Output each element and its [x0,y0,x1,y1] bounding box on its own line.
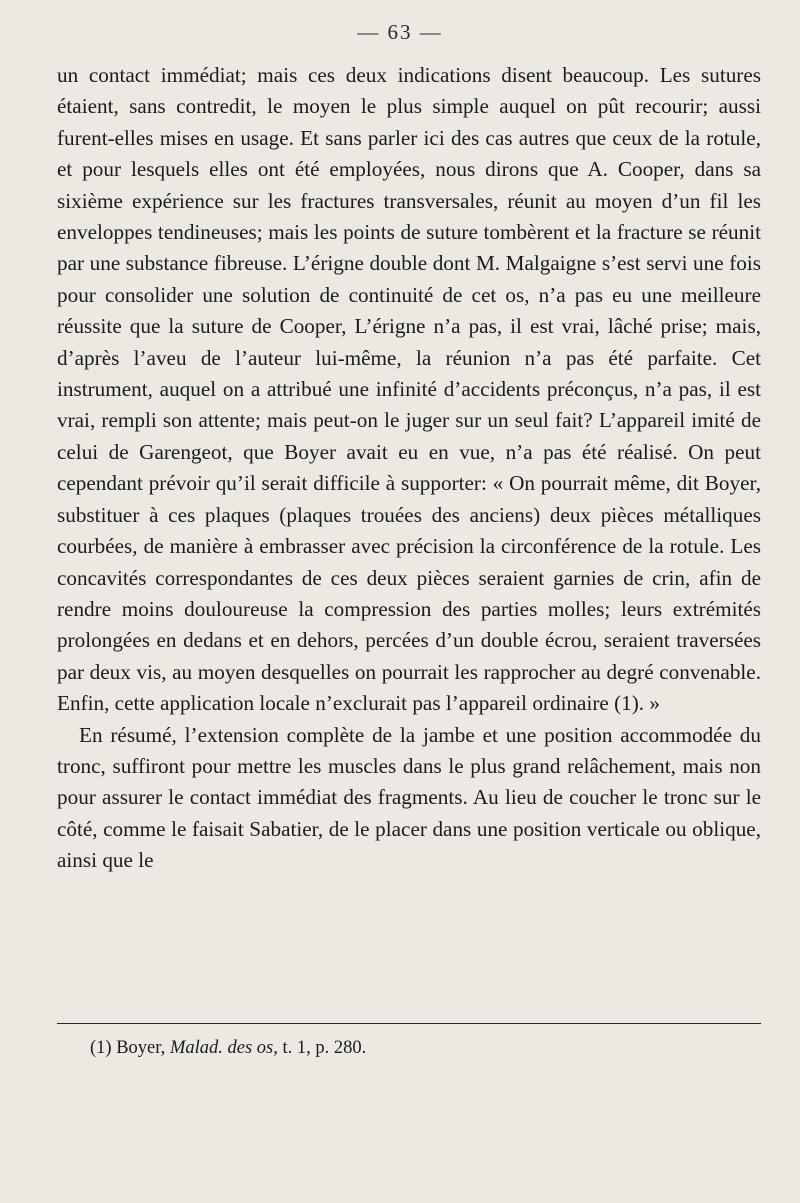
footnote-author: Boyer, [116,1038,166,1058]
footnote-title: Malad. des os, [169,1038,278,1058]
footnote-marker: (1) [90,1038,112,1058]
paragraph: En résumé, l’extension complète de la jambe et une position accommodée du tronc, suffiront pour mettre les muscles dans le plus grand relâchement, mais non pour assurer le contact immédiat des fragments. Au lieu de coucher le tronc sur le côté, comme le faisait Sabatier, de le placer dans une position verticale ou oblique, ainsi que le [57,722,761,873]
footnote [90,1035,760,1061]
footnote-reference: t. 1, p. 280. [282,1038,367,1058]
body-text [57,60,761,877]
page-number: — 63 — [357,20,443,44]
paragraph: un contact immédiat; mais ces deux indications disent beaucoup. Les sutures étaient, sans contredit, le moyen le plus simple auquel on pût recourir; aussi furent-elles mises en usage. Et sans parler ici des cas autres que ceux de la rotule, et pour lesquels elles ont été employées, nous dirons que A. Cooper, dans sa sixième expérience sur les fractures transversales, réunit au moyen d’un fil les enveloppes tendineuses; mais les points de suture tombèrent et la fracture se réunit par une substance fibreuse. L’érigne double dont M. Malgaigne s’est servi une fois pour consolider une solution de continuité de cet os, n’a pas eu une meilleure réussite que la suture de Cooper, L’érigne n’a pas, il est vrai, lâché prise; mais, d’après l’aveu de l’auteur lui-même, la réunion n’a pas été parfaite. Cet instrument, auquel on a attribué une infinité d’accidents préconçus, n’a pas, il est vrai, rempli son attente; mais peut-on le juger sur un seul fait? L’appareil imité de celui de Garengeot, que Boyer avait eu en vue, n’a pas été réalisé. On peut cependant prévoir qu’il serait difficile à supporter: « On pourrait même, dit Boyer, substituer à ces plaques (plaques trouées des anciens) deux pièces métalliques courbées, de manière à embrasser avec précision la circonférence de la rotule. Les concavités correspondantes de ces deux pièces seraient garnies de crin, afin de rendre moins douloureuse la compression des parties molles; leurs extrémités prolongées en dedans et en dehors, percées d’un double écrou, seraient traversées par deux vis, au moyen desquelles on pourrait les rapprocher au degré convenable. Enfin, cette application locale n’exclurait pas l’appareil ordinaire (1). » [57,63,761,716]
footnote-divider [57,1023,761,1024]
